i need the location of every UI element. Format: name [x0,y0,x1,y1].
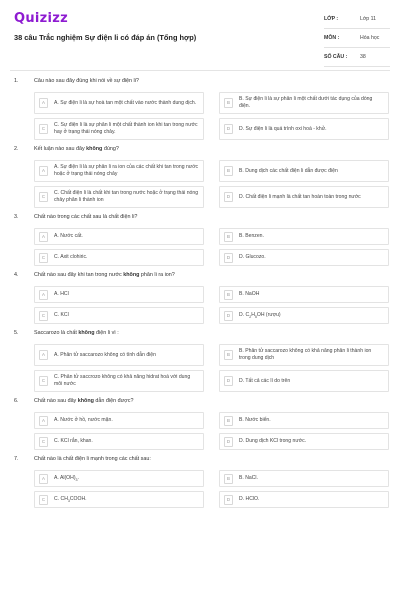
answer-option[interactable] [34,370,204,392]
option-letter-box: C [39,311,48,321]
options-grid [0,160,400,208]
option-letter-box: A [39,474,48,484]
question-text [34,272,175,278]
answer-option[interactable] [219,92,389,114]
option-text: C. Axit clohiric. [54,254,88,261]
answer-option[interactable] [219,286,389,303]
option-text: A. Nước cất. [54,233,83,240]
meta-key: MÔN : [324,35,340,41]
meta-value: Hóa học [360,35,380,41]
question-header [0,78,400,90]
formula-part: COOH. [69,495,87,502]
formula-subscript: 3 [75,477,78,482]
option-text: A. Phân tử saccarozo không có tính dẫn điện [54,351,156,358]
formula-part: C. CH [54,495,68,502]
question-text-part: Kết luận nào sau đây [34,146,87,152]
answer-option[interactable] [34,286,204,303]
question-text-emphasis: không [77,398,94,404]
option-letter-box: A [39,350,48,360]
question-text-emphasis: không [86,146,103,152]
option-letter-box: C [39,192,48,202]
option-text: C. Chất điện li là chất khi tan trong nước hoặc ở trạng thái nóng chảy phân li thành ion [54,190,199,203]
formula-part: H [251,311,255,318]
option-text [54,496,87,504]
option-text [239,312,281,320]
option-letter-box: C [39,253,48,263]
question-header [0,398,400,410]
option-text: C. Sự điện li là sự phân li một chất thành ion khi tan trong nước hay ở trạng thái nóng chảy. [54,122,198,135]
answer-option[interactable] [34,92,204,114]
option-letter-box: B [224,474,233,484]
answer-option[interactable] [219,370,389,392]
question-header [0,146,400,158]
option-letter-box: D [224,253,233,263]
answer-option[interactable] [219,160,389,182]
meta-row-grade [324,10,390,29]
question-header [0,330,400,342]
question-number: 5. [14,330,19,336]
question-text-part: đúng? [102,146,119,152]
option-text: D. HClO. [239,496,260,503]
question-text: Câu nào sau đây đúng khi nói về sự điện li? [34,78,139,84]
header [0,0,400,68]
option-text: A. Sự điện li là sự hoà tan một chất vào nước thành dung dịch. [54,99,197,106]
question-text [34,146,119,152]
meta-key: SỐ CÂU : [324,54,348,60]
option-letter-box: D [224,437,233,447]
options-grid [0,286,400,324]
question-text: Chất nào là chất điện li mạnh trong các chất sau: [34,456,151,462]
question-5 [0,330,400,392]
answer-option[interactable] [219,118,389,140]
answer-option[interactable] [34,160,204,182]
question-number: 6. [14,398,19,404]
answer-option[interactable] [219,433,389,450]
option-text: D. Tất cả các lí do trên [239,377,291,384]
question-number: 7. [14,456,19,462]
options-grid [0,470,400,508]
question-text-part: Saccarozo là chất [34,330,79,336]
question-number: 3. [14,214,19,220]
answer-option[interactable] [34,491,204,508]
option-text [54,475,79,483]
question-text [34,330,119,336]
question-text [34,398,133,404]
option-letter-box: A [39,290,48,300]
option-text: C. KCl [54,312,69,319]
formula-part: . [77,474,79,481]
question-header [0,214,400,226]
question-3 [0,214,400,266]
answer-option[interactable] [219,228,389,245]
option-letter-box: A [39,98,48,108]
answer-option[interactable] [219,344,389,366]
options-grid [0,412,400,450]
question-text-part: Chất nào sau đây [34,398,78,404]
question-text-part: phân li ra ion? [139,272,175,278]
option-text: C. KCl rắn, khan. [54,438,93,445]
answer-option[interactable] [219,491,389,508]
option-letter-box: C [39,124,48,134]
answer-option[interactable] [34,249,204,266]
header-divider [10,70,390,71]
question-header [0,272,400,284]
question-1 [0,78,400,140]
option-letter-box: B [224,290,233,300]
answer-option[interactable] [34,433,204,450]
answer-option[interactable] [34,412,204,429]
option-text: B. NaCl. [239,475,258,482]
answer-option[interactable] [219,412,389,429]
options-grid [0,92,400,140]
quizizz-logo: Quizizz [14,11,69,26]
question-text-emphasis: không [78,330,95,336]
question-7 [0,456,400,508]
answer-option[interactable] [34,186,204,208]
answer-option[interactable] [219,186,389,208]
option-letter-box: D [224,311,233,321]
question-list [0,78,400,514]
option-letter-box: B [224,166,233,176]
answer-option[interactable] [34,228,204,245]
option-letter-box: B [224,416,233,426]
answer-option[interactable] [34,344,204,366]
option-text: B. Sự điện li là sự phân li một chất dưới tác dụng của dòng điện. [239,96,373,109]
formula-part: D. C [239,311,250,318]
option-text: D. Chất điện li mạnh là chất tan hoàn toàn trong nước [239,193,361,200]
question-4 [0,272,400,324]
option-text: B. NaOH [239,291,260,298]
option-letter-box: D [224,124,233,134]
question-text-emphasis: không [123,272,140,278]
document-title: 38 câu Trắc nghiệm Sự điện li có đáp án (Tổng hợp) [14,33,197,42]
formula-part: A. Al(OH) [54,474,76,481]
option-text: A. HCl [54,291,69,298]
meta-value: Lớp 11 [360,16,376,22]
question-number: 1. [14,78,19,84]
answer-option[interactable] [34,307,204,324]
formula-subscript: 3 [67,498,70,503]
meta-row-count [324,48,390,67]
option-letter-box: D [224,376,233,386]
question-header [0,456,400,468]
question-2 [0,146,400,208]
question-number: 2. [14,146,19,152]
option-text: C. Phân tử saccrozo không có khả năng hidrat hoá với dung môi nước [54,374,191,387]
meta-value: 38 [360,54,366,60]
option-text: A. Nước ở hồ, nước mặn. [54,417,113,424]
answer-option[interactable] [34,470,204,487]
option-letter-box: D [224,495,233,505]
option-letter-box: D [224,192,233,202]
formula-subscript: 5 [254,314,257,319]
answer-option[interactable] [219,470,389,487]
option-text: D. Glucozo. [239,254,266,261]
question-text-part: Chất nào sau đây khi tan trong nước [34,272,124,278]
answer-option[interactable] [219,249,389,266]
question-text: Chất nào trong các chất sau là chất điện li? [34,214,138,220]
option-text: A. Sự điện li là sự phân li ra ion của các chất khi tan trong nước hoặc ở trạng thái nóng chảy [54,164,199,177]
question-number: 4. [14,272,19,278]
answer-option[interactable] [34,118,204,140]
option-letter-box: C [39,437,48,447]
question-6 [0,398,400,450]
option-text: D. Sự điện li là quá trình oxi hoá - khử. [239,125,327,132]
option-letter-box: B [224,98,233,108]
option-text: B. Nước biển. [239,417,271,424]
formula-subscript: 2 [249,314,252,319]
answer-option[interactable] [219,307,389,324]
option-letter-box: C [39,376,48,386]
option-letter-box: A [39,232,48,242]
options-grid [0,344,400,392]
option-letter-box: A [39,166,48,176]
option-text: B. Phân tử saccarozo không có khả năng phân li thành ion trong dung dịch [239,348,372,361]
question-text-part: điện li vì : [94,330,119,336]
options-grid [0,228,400,266]
meta-panel [324,10,390,67]
option-letter-box: A [39,416,48,426]
option-letter-box: B [224,232,233,242]
question-text-part: dẫn điện được? [93,398,134,404]
option-text: B. Dung dịch các chất điện li dẫn được điện [239,167,338,174]
meta-key: LỚP : [324,16,339,22]
option-text: D. Dung dịch KCl trong nước. [239,438,307,445]
option-text: B. Benzen. [239,233,264,240]
meta-row-subject [324,29,390,48]
formula-part: OH (rượu) [256,311,281,318]
option-letter-box: B [224,350,233,360]
option-letter-box: C [39,495,48,505]
